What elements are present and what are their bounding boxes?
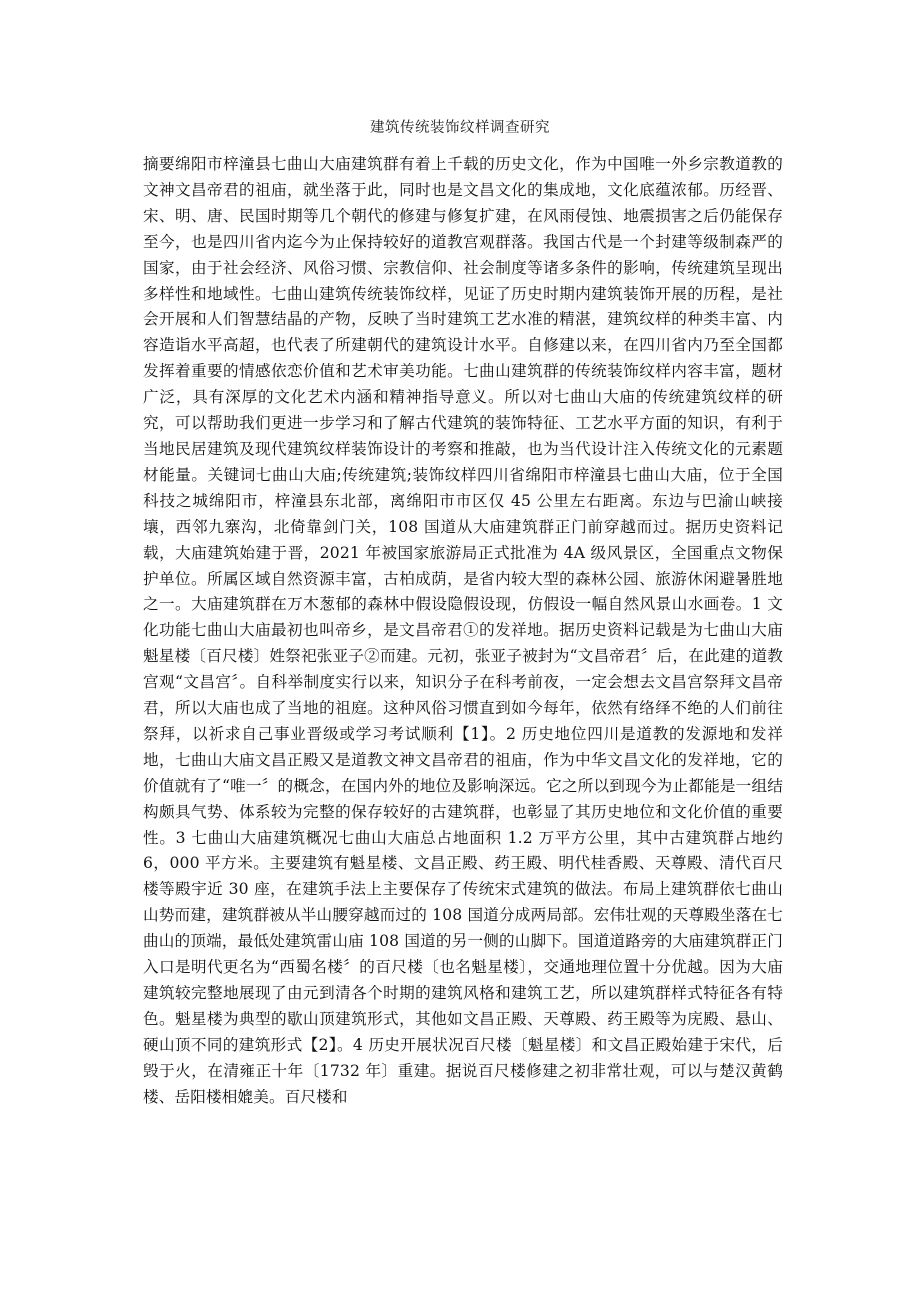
document-title: 建筑传统装饰纹样调查研究 <box>370 120 550 136</box>
document-body-paragraph: 摘要绵阳市梓潼县七曲山大庙建筑群有着上千载的历史文化，作为中国唯一外乡宗教道教的文神文昌帝君的祖庙，就坐落于此，同时也是文昌文化的集成地，文化底蕴浓郁。历经晋、宋、明、唐、民国时期等几个朝代的修建与修复扩建，在风雨侵蚀、地震损害之后仍能保存至今，也是四川省内迄今为止保持较好的道教宫观群落。我国古代是一个封建等级制森严的国家，由于社会经济、风俗习惯、宗教信仰、社会制度等诸多条件的影响，传统建筑呈现出多样性和地域性。七曲山建筑传统装饰纹样，见证了历史时期内建筑装饰开展的历程，是社会开展和人们智慧结晶的产物，反映了当时建筑工艺水准的精湛，建筑纹样的种类丰富、内容造诣水平高超，也代表了所建朝代的建筑设计水平。自修建以来，在四川省内乃至全国都发挥着重要的情感依恋价值和艺术审美功能。七曲山建筑群的传统装饰纹样内容丰富，题材广泛，具有深厚的文化艺术内涵和精神指导意义。所以对七曲山大庙的传统建筑纹样的研究，可以帮助我们更进一步学习和了解古代建筑的装饰特征、工艺水平方面的知识，有利于当地民居建筑及现代建筑纹样装饰设计的考察和推敲，也为当代设计注入传统文化的元素题材能量。关键词七曲山大庙;传统建筑;装饰纹样四川省绵阳市梓潼县七曲山大庙，位于全国科技之城绵阳市，梓潼县东北部，离绵阳市市区仅 45 公里左右距离。东边与巴渝山峡接壤，西邻九寨沟，北倚靠剑门关，108 国道从大庙建筑群正门前穿越而过。据历史资料记载，大庙建筑始建于晋，2021 年被国家旅游局正式批准为 4A 级风景区，全国重点文物保护单位。所属区域自然资源丰富，古柏成荫，是省内较大型的森林公园、旅游休闲避暑胜地之一。大庙建筑群在万木葱郁的森林中假设隐假设现，仿假设一幅自然风景山水画卷。1 文化功能七曲山大庙最初也叫帝乡，是文昌帝君①的发祥地。据历史资料记载是为七曲山大庙魁星楼〔百尺楼〕姓祭祀张亚子②而建。元初，张亚子被封为“文昌帝君〞后，在此建的道教宫观“文昌宫〞。自科举制度实行以来，知识分子在科考前夜，一定会想去文昌宫祭拜文昌帝君，所以大庙也成了当地的祖庭。这种风俗习惯直到如今每年，依然有络绎不绝的人们前往祭拜，以祈求自己事业晋级或学习考试顺利【1】。2 历史地位四川是道教的发源地和发祥地，七曲山大庙文昌正殿又是道教文神文昌帝君的祖庙，作为中华文昌文化的发祥地，它的价值就有了“唯一〞的概念，在国内外的地位及影响深远。它之所以到现今为止都能是一组结构颇具气势、体系较为完整的保存较好的古建筑群，也彰显了其历史地位和文化价值的重要性。3 七曲山大庙建筑概况七曲山大庙总占地面积 1.2 万平方公里，其中古建筑群占地约 6，000 平方米。主要建筑有魁星楼、文昌正殿、药王殿、明代桂香殿、天尊殿、清代百尺楼等殿宇近 30 座，在建筑手法上主要保存了传统宋式建筑的做法。布局上建筑群依七曲山山势而建，建筑群被从半山腰穿越而过的 108 国道分成两局部。宏伟壮观的天尊殿坐落在七曲山的顶端，最低处建筑雷山庙 108 国道的另一侧的山脚下。国道道路旁的大庙建筑群正门入口是明代更名为“西蜀名楼〞的百尺楼〔也名魁星楼〕，交通地理位置十分优越。因为大庙建筑较完整地展现了由元到清各个时期的建筑风格和建筑工艺，所以建筑群样式特征各有特色。魁星楼为典型的歇山顶建筑形式，其他如文昌正殿、天尊殿、药王殿等为庑殿、悬山、硬山顶不同的建筑形式【2】。4 历史开展状况百尺楼〔魁星楼〕和文昌正殿始建于宋代，后毁于火，在清雍正十年〔1732 年〕重建。据说百尺楼修建之初非常壮观，可以与楚汉黄鹤楼、岳阳楼相媲美。百尺楼和 <box>143 155 783 1106</box>
